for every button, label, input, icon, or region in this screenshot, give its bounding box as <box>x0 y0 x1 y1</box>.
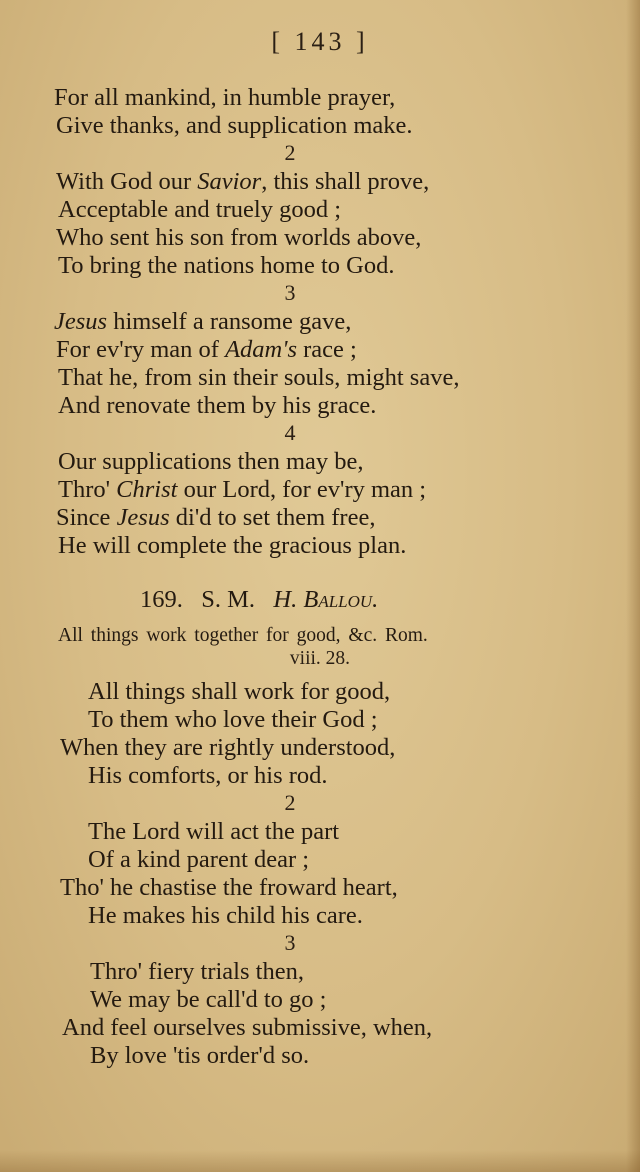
verse-line: When they are rightly understood, <box>60 734 396 761</box>
verse-line: His comforts, or his rod. <box>88 762 328 789</box>
verse-line: All things shall work for good, <box>88 678 391 705</box>
verse-line: Jesus himself a ransome gave, <box>54 308 352 335</box>
stanza-number: 2 <box>284 790 296 815</box>
stanza-number: 4 <box>284 420 296 445</box>
stanza-number: 2 <box>284 140 296 165</box>
verse-line: Thro' Christ our Lord, for ev'ry man ; <box>58 476 427 503</box>
hymn-meter: S. M. <box>201 586 256 613</box>
hymn-number: 169. <box>140 586 183 613</box>
stanza-number: 3 <box>284 280 296 305</box>
hymn-subtitle: All things work together for good, &c. Rom. <box>58 625 428 646</box>
page-bottom-shadow <box>0 1150 640 1172</box>
verse-line: With God our Savior, this shall prove, <box>56 168 430 195</box>
verse-line: For ev'ry man of Adam's race ; <box>56 336 357 363</box>
verse-line: Thro' fiery trials then, <box>90 958 304 985</box>
verse-line: By love 'tis order'd so. <box>90 1042 310 1069</box>
verse-line: To bring the nations home to God. <box>58 252 395 279</box>
hymn-subtitle-ref: viii. 28. <box>289 648 351 669</box>
verse-line: And renovate them by his grace. <box>58 392 377 419</box>
verse-line: That he, from sin their souls, might save, <box>58 364 460 391</box>
verse-line: We may be call'd to go ; <box>90 986 327 1013</box>
verse-line: Acceptable and truely good ; <box>58 196 342 223</box>
verse-line: Who sent his son from worlds above, <box>56 224 422 251</box>
verse-line: Give thanks, and supplication make. <box>56 112 413 139</box>
stanza-number: 3 <box>284 930 296 955</box>
hymn-author: H. Ballou. <box>273 586 379 613</box>
hymn-heading <box>140 586 378 614</box>
verse-line: Of a kind parent dear ; <box>88 846 310 873</box>
page-number: [ 143 ] <box>271 27 369 56</box>
verse-line: Our supplications then may be, <box>58 448 364 475</box>
verse-line: He makes his child his care. <box>88 902 363 929</box>
verse-line: For all mankind, in humble prayer, <box>54 84 396 111</box>
verse-line: The Lord will act the part <box>88 818 340 845</box>
verse-line: Since Jesus di'd to set them free, <box>56 504 376 531</box>
verse-line: And feel ourselves submissive, when, <box>62 1014 433 1041</box>
verse-line: To them who love their God ; <box>88 706 378 733</box>
page-edge-shadow <box>626 0 640 1172</box>
verse-line: Tho' he chastise the froward heart, <box>60 874 398 901</box>
verse-line: He will complete the gracious plan. <box>58 532 407 559</box>
